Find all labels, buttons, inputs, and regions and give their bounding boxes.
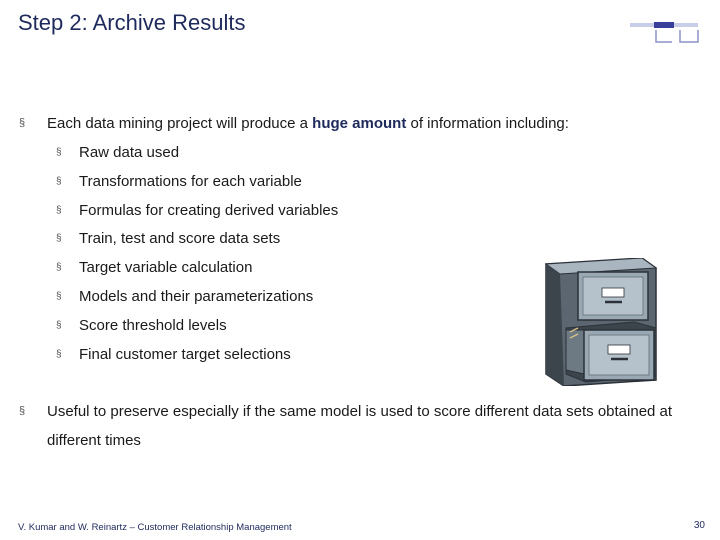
bullet-marker: § xyxy=(56,319,62,331)
page-number: 30 xyxy=(693,520,705,531)
list-item xyxy=(56,312,516,341)
file-cabinet-icon xyxy=(538,258,668,386)
list-item xyxy=(56,168,516,197)
bullet-main-1-suffix: of information including: xyxy=(406,115,569,132)
list-item xyxy=(56,197,516,226)
bullet-marker: § xyxy=(19,405,26,417)
list-item-text: Formulas for creating derived variables xyxy=(79,201,339,219)
list-item xyxy=(56,341,516,370)
logo-icon xyxy=(630,20,700,46)
bullet-marker: § xyxy=(56,204,62,216)
bullet-marker: § xyxy=(56,233,62,245)
list-item-text: Final customer target selections xyxy=(79,345,291,363)
bullet-main-2 xyxy=(19,397,699,455)
list-item xyxy=(56,283,516,312)
list-item-text: Transformations for each variable xyxy=(79,172,302,190)
bullet-marker: § xyxy=(56,348,62,360)
bullet-marker: § xyxy=(56,175,62,187)
bullet-main-1-emphasis: huge amount xyxy=(312,115,407,132)
list-item xyxy=(56,139,516,168)
sub-bullet-list xyxy=(56,139,516,369)
bullet-main-2-text: Useful to preserve especially if the same model is used to score different data sets obtained at different times xyxy=(47,403,673,449)
list-item xyxy=(56,254,516,283)
list-item-text: Score threshold levels xyxy=(79,316,227,334)
list-item-text: Train, test and score data sets xyxy=(79,230,281,248)
slide-title: Step 2: Archive Results xyxy=(18,10,246,35)
bullet-main-1 xyxy=(19,109,679,138)
bullet-marker: § xyxy=(56,262,62,274)
list-item xyxy=(56,225,516,254)
footer-citation: V. Kumar and W. Reinartz – Customer Relationship Management xyxy=(18,522,292,533)
bullet-marker: § xyxy=(56,147,62,158)
bullet-main-1-prefix: Each data mining project will produce a xyxy=(47,115,313,132)
bullet-main-1-text xyxy=(47,109,569,138)
list-item-text: Raw data used xyxy=(79,144,180,161)
bullet-marker: § xyxy=(19,117,26,129)
bullet-marker: § xyxy=(56,290,62,302)
list-item-text: Models and their parameterizations xyxy=(79,287,314,305)
list-item-text: Target variable calculation xyxy=(79,259,253,277)
